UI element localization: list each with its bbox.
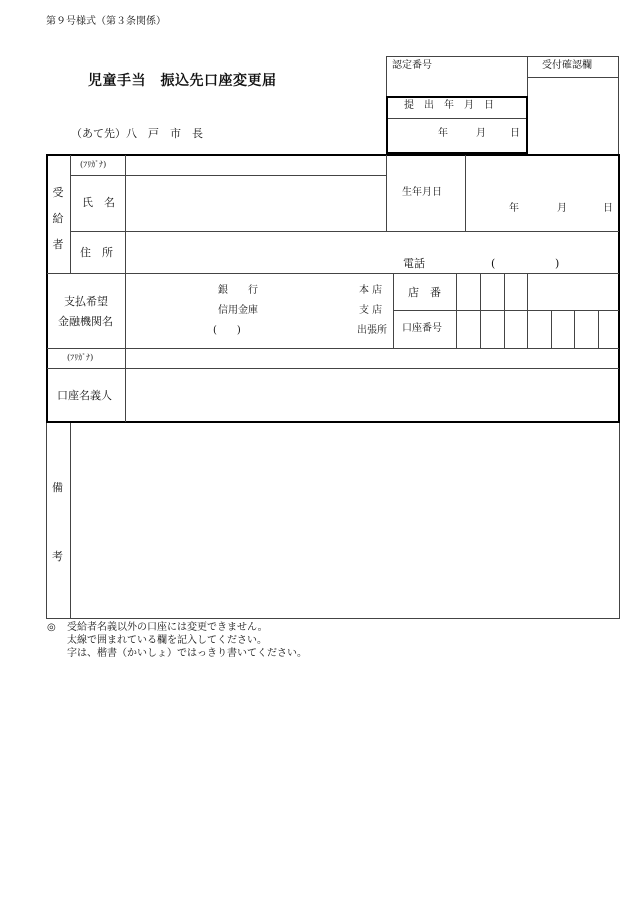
branch-kind-shiten: 支 店 <box>359 305 383 316</box>
holder-furigana-field[interactable] <box>128 350 616 366</box>
address-field[interactable] <box>128 234 616 254</box>
birth-day-unit: 日 <box>603 203 613 214</box>
branch-number-digit[interactable] <box>506 276 526 309</box>
account-number-digit[interactable] <box>506 312 526 347</box>
account-number-digit[interactable] <box>482 312 503 347</box>
recipient-furigana-field[interactable] <box>128 157 384 174</box>
remarks-label-char2: 考 <box>52 550 63 563</box>
birthdate-label: 生年月日 <box>402 187 442 198</box>
note-line-1: 受給者名義以外の口座には変更できません。 <box>67 622 268 633</box>
submission-date-field[interactable] <box>390 121 524 151</box>
submission-year-unit: 年 <box>438 128 448 139</box>
recipient-name-field[interactable] <box>128 178 384 229</box>
form-title: 児童手当 振込先口座変更届 <box>88 73 277 89</box>
recipient-name-label: 氏 名 <box>82 196 115 209</box>
holder-label: 口座名義人 <box>57 389 112 402</box>
phone-label: 電話 <box>403 257 425 270</box>
account-number-digit[interactable] <box>576 312 597 347</box>
notes-mark: ◎ <box>47 622 56 633</box>
phone-close-paren: ) <box>555 257 560 270</box>
note-line-2: 太線で囲まれている欄を記入してください。 <box>67 635 267 646</box>
uketsuke-label: 受付確認欄 <box>542 60 592 71</box>
submission-month-unit: 月 <box>476 128 486 139</box>
birth-year-unit: 年 <box>509 203 519 214</box>
remarks-label-char1: 備 <box>52 481 63 494</box>
uketsuke-field[interactable] <box>530 80 616 150</box>
form-number: 第９号様式（第３条関係） <box>46 16 166 27</box>
bank-name-field[interactable] <box>128 276 391 346</box>
recipient-furigana-label: (ﾌﾘｶﾞﾅ) <box>80 160 107 169</box>
account-number-label: 口座番号 <box>402 323 442 334</box>
phone-open-paren: ( <box>491 257 496 270</box>
address-label: 住 所 <box>80 246 113 259</box>
submission-day-unit: 日 <box>510 128 520 139</box>
bank-label-line1: 支払希望 <box>64 295 108 308</box>
addressee: （あて先）八 戸 市 長 <box>71 127 203 140</box>
phone-field[interactable] <box>500 255 552 271</box>
recipient-label: 受 給 者 <box>52 186 64 251</box>
branch-number-label: 店 番 <box>408 286 441 299</box>
branch-number-digit[interactable] <box>458 276 479 309</box>
account-number-digit[interactable] <box>553 312 573 347</box>
birthdate-field[interactable] <box>468 157 618 229</box>
bank-kind-ginko: 銀 行 <box>218 285 258 296</box>
remarks-field[interactable] <box>73 426 617 616</box>
branch-number-digit[interactable] <box>482 276 503 309</box>
note-line-3: 字は、楷書（かいしょ）ではっきり書いてください。 <box>67 648 307 659</box>
account-number-digit[interactable] <box>458 312 479 347</box>
branch-kind-honten: 本 店 <box>359 285 383 296</box>
submission-date-label: 提 出 年 月 日 <box>404 100 494 111</box>
nintei-label: 認定番号 <box>392 60 432 71</box>
holder-name-field[interactable] <box>128 371 616 420</box>
holder-furigana-label: (ﾌﾘｶﾞﾅ) <box>67 353 94 362</box>
account-number-digit[interactable] <box>600 312 617 347</box>
birth-month-unit: 月 <box>557 203 567 214</box>
account-number-digit[interactable] <box>529 312 550 347</box>
bank-label-line2: 金融機関名 <box>58 315 113 328</box>
branch-kind-shutchojo: 出張所 <box>357 325 387 336</box>
bank-kind-other: ( ) <box>213 325 241 336</box>
nintei-field[interactable] <box>392 74 522 94</box>
bank-kind-shinkin: 信用金庫 <box>218 305 258 316</box>
